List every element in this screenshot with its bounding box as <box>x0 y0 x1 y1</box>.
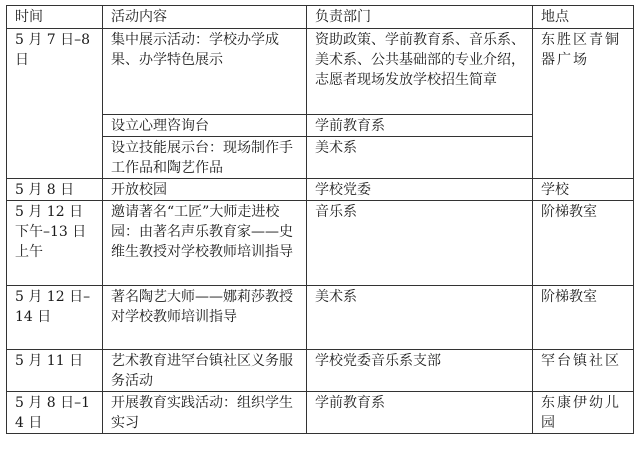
cell-dept: 学前教育系 <box>307 115 533 137</box>
cell-place: 东康伊幼儿园 <box>533 392 634 434</box>
cell-place: 东胜区青铜器广场 <box>533 29 634 179</box>
header-place: 地点 <box>533 6 634 29</box>
cell-place: 阶梯教室 <box>533 286 634 350</box>
cell-content: 设立心理咨询台 <box>103 115 307 137</box>
table-header-row <box>7 6 634 29</box>
cell-dept: 美术系 <box>307 137 533 179</box>
cell-place: 阶梯教室 <box>533 201 634 286</box>
cell-time: 5 月 8 日–14 日 <box>7 392 103 434</box>
cell-content: 著名陶艺大师——娜莉莎教授对学校教师培训指导 <box>103 286 307 350</box>
table-row <box>7 350 634 392</box>
activity-schedule-table <box>6 5 634 434</box>
table-row <box>7 392 634 434</box>
cell-content: 邀请著名“工匠”大师走进校园：由著名声乐教育家——史维生教授对学校教师培训指导 <box>103 201 307 286</box>
cell-content: 开展教育实践活动：组织学生实习 <box>103 392 307 434</box>
cell-content: 集中展示活动：学校办学成果、办学特色展示 <box>103 29 307 115</box>
table-row <box>7 201 634 286</box>
cell-dept: 学校党委 <box>307 179 533 201</box>
cell-time: 5 月 8 日 <box>7 179 103 201</box>
table-row <box>7 179 634 201</box>
cell-dept: 美术系 <box>307 286 533 350</box>
cell-content: 艺术教育进罕台镇社区义务服务活动 <box>103 350 307 392</box>
cell-content: 开放校园 <box>103 179 307 201</box>
cell-time: 5 月 12 日下午–13 日上午 <box>7 201 103 286</box>
cell-dept: 资助政策、学前教育系、音乐系、美术系、公共基础部的专业介绍，志愿者现场发放学校招生简章 <box>307 29 533 115</box>
cell-place: 罕台镇社区 <box>533 350 634 392</box>
cell-dept: 学前教育系 <box>307 392 533 434</box>
cell-time: 5 月 12 日–14 日 <box>7 286 103 350</box>
table-row <box>7 29 634 115</box>
cell-dept: 学校党委音乐系支部 <box>307 350 533 392</box>
cell-place: 学校 <box>533 179 634 201</box>
header-content: 活动内容 <box>103 6 307 29</box>
cell-content: 设立技能展示台：现场制作手工作品和陶艺作品 <box>103 137 307 179</box>
cell-time: 5 月 7 日–8 日 <box>7 29 103 179</box>
table-row <box>7 286 634 350</box>
header-time: 时间 <box>7 6 103 29</box>
header-dept: 负责部门 <box>307 6 533 29</box>
cell-time: 5 月 11 日 <box>7 350 103 392</box>
cell-dept: 音乐系 <box>307 201 533 286</box>
